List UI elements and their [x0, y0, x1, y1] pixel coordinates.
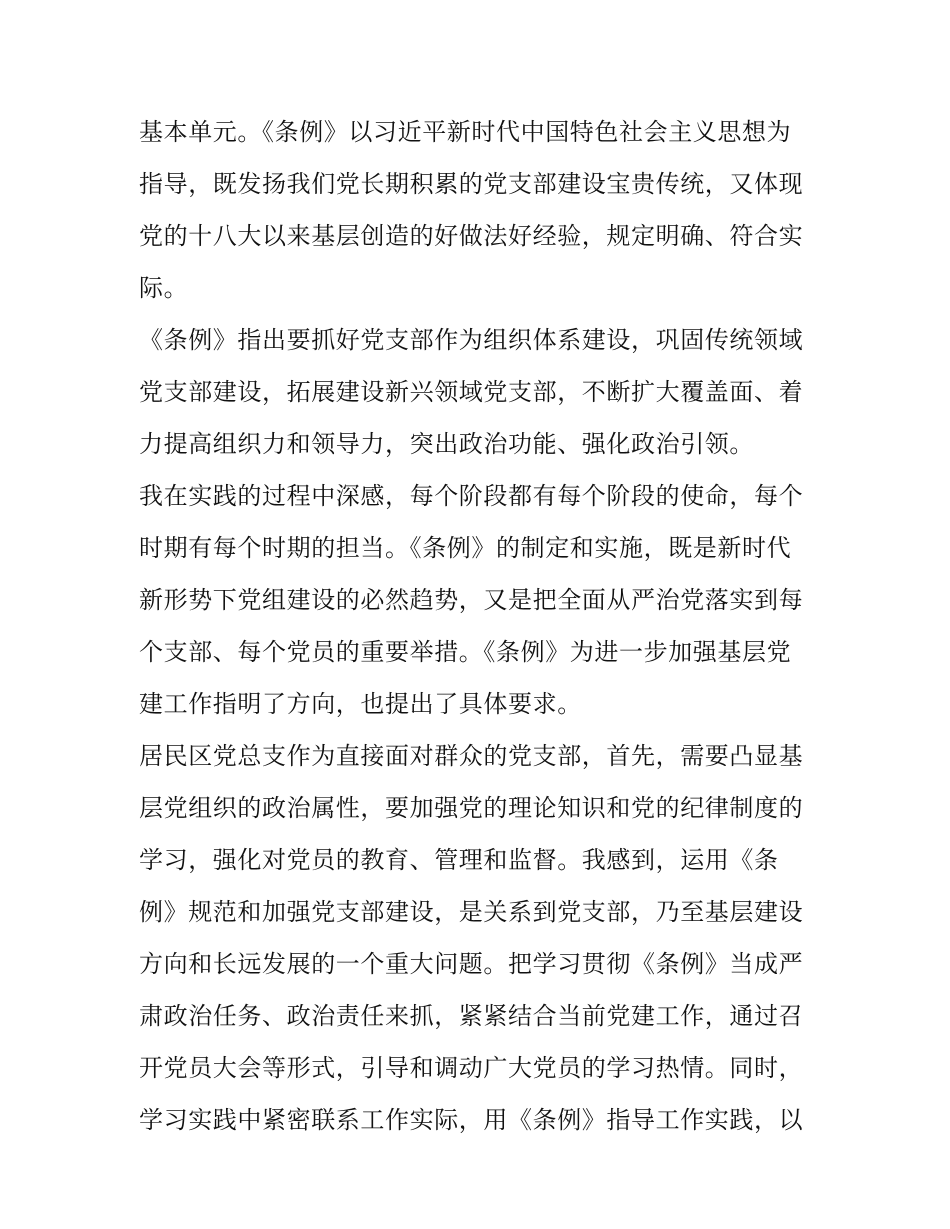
- text-line: 建工作指明了方向，也提出了具体要求。: [139, 690, 582, 718]
- text-line: 力提高组织力和领导力，突出政治功能、强化政治引领。: [139, 430, 754, 458]
- text-line: 居民区党总支作为直接面对群众的党支部，首先，需要凸显基: [139, 742, 804, 770]
- text-line: 新形势下党组建设的必然趋势，又是把全面从严治党落实到每: [139, 586, 804, 614]
- text-line: 时期有每个时期的担当。《条例》的制定和实施，既是新时代: [139, 534, 792, 562]
- text-line: 个支部、每个党员的重要举措。《条例》为进一步加强基层党: [139, 638, 792, 666]
- text-line: 学习，强化对党员的教育、管理和监督。我感到，运用《条: [139, 846, 779, 874]
- text-line: 《条例》指出要抓好党支部作为组织体系建设，巩固传统领域: [139, 326, 804, 354]
- text-line: 党的十八大以来基层创造的好做法好经验，规定明确、符合实: [139, 222, 804, 250]
- text-line: 例》规范和加强党支部建设，是关系到党支部，乃至基层建设: [139, 898, 804, 926]
- text-line: 层党组织的政治属性，要加强党的理论知识和党的纪律制度的: [139, 794, 804, 822]
- text-line: 基本单元。《条例》以习近平新时代中国特色社会主义思想为: [139, 118, 792, 146]
- text-line: 方向和长远发展的一个重大问题。把学习贯彻《条例》当成严: [139, 950, 804, 978]
- text-line: 学习实践中紧密联系工作实际，用《条例》指导工作实践，以: [139, 1106, 804, 1134]
- document-body: [139, 106, 819, 1146]
- text-line: 开党员大会等形式，引导和调动广大党员的学习热情。同时，: [139, 1054, 804, 1082]
- text-line: 指导，既发扬我们党长期积累的党支部建设宝贵传统，又体现: [139, 170, 804, 198]
- text-line: 肃政治任务、政治责任来抓，紧紧结合当前党建工作，通过召: [139, 1002, 804, 1030]
- text-line: 党支部建设，拓展建设新兴领域党支部，不断扩大覆盖面、着: [139, 378, 804, 406]
- text-line: 我在实践的过程中深感，每个阶段都有每个阶段的使命，每个: [139, 482, 804, 510]
- text-line: 际。: [139, 274, 189, 302]
